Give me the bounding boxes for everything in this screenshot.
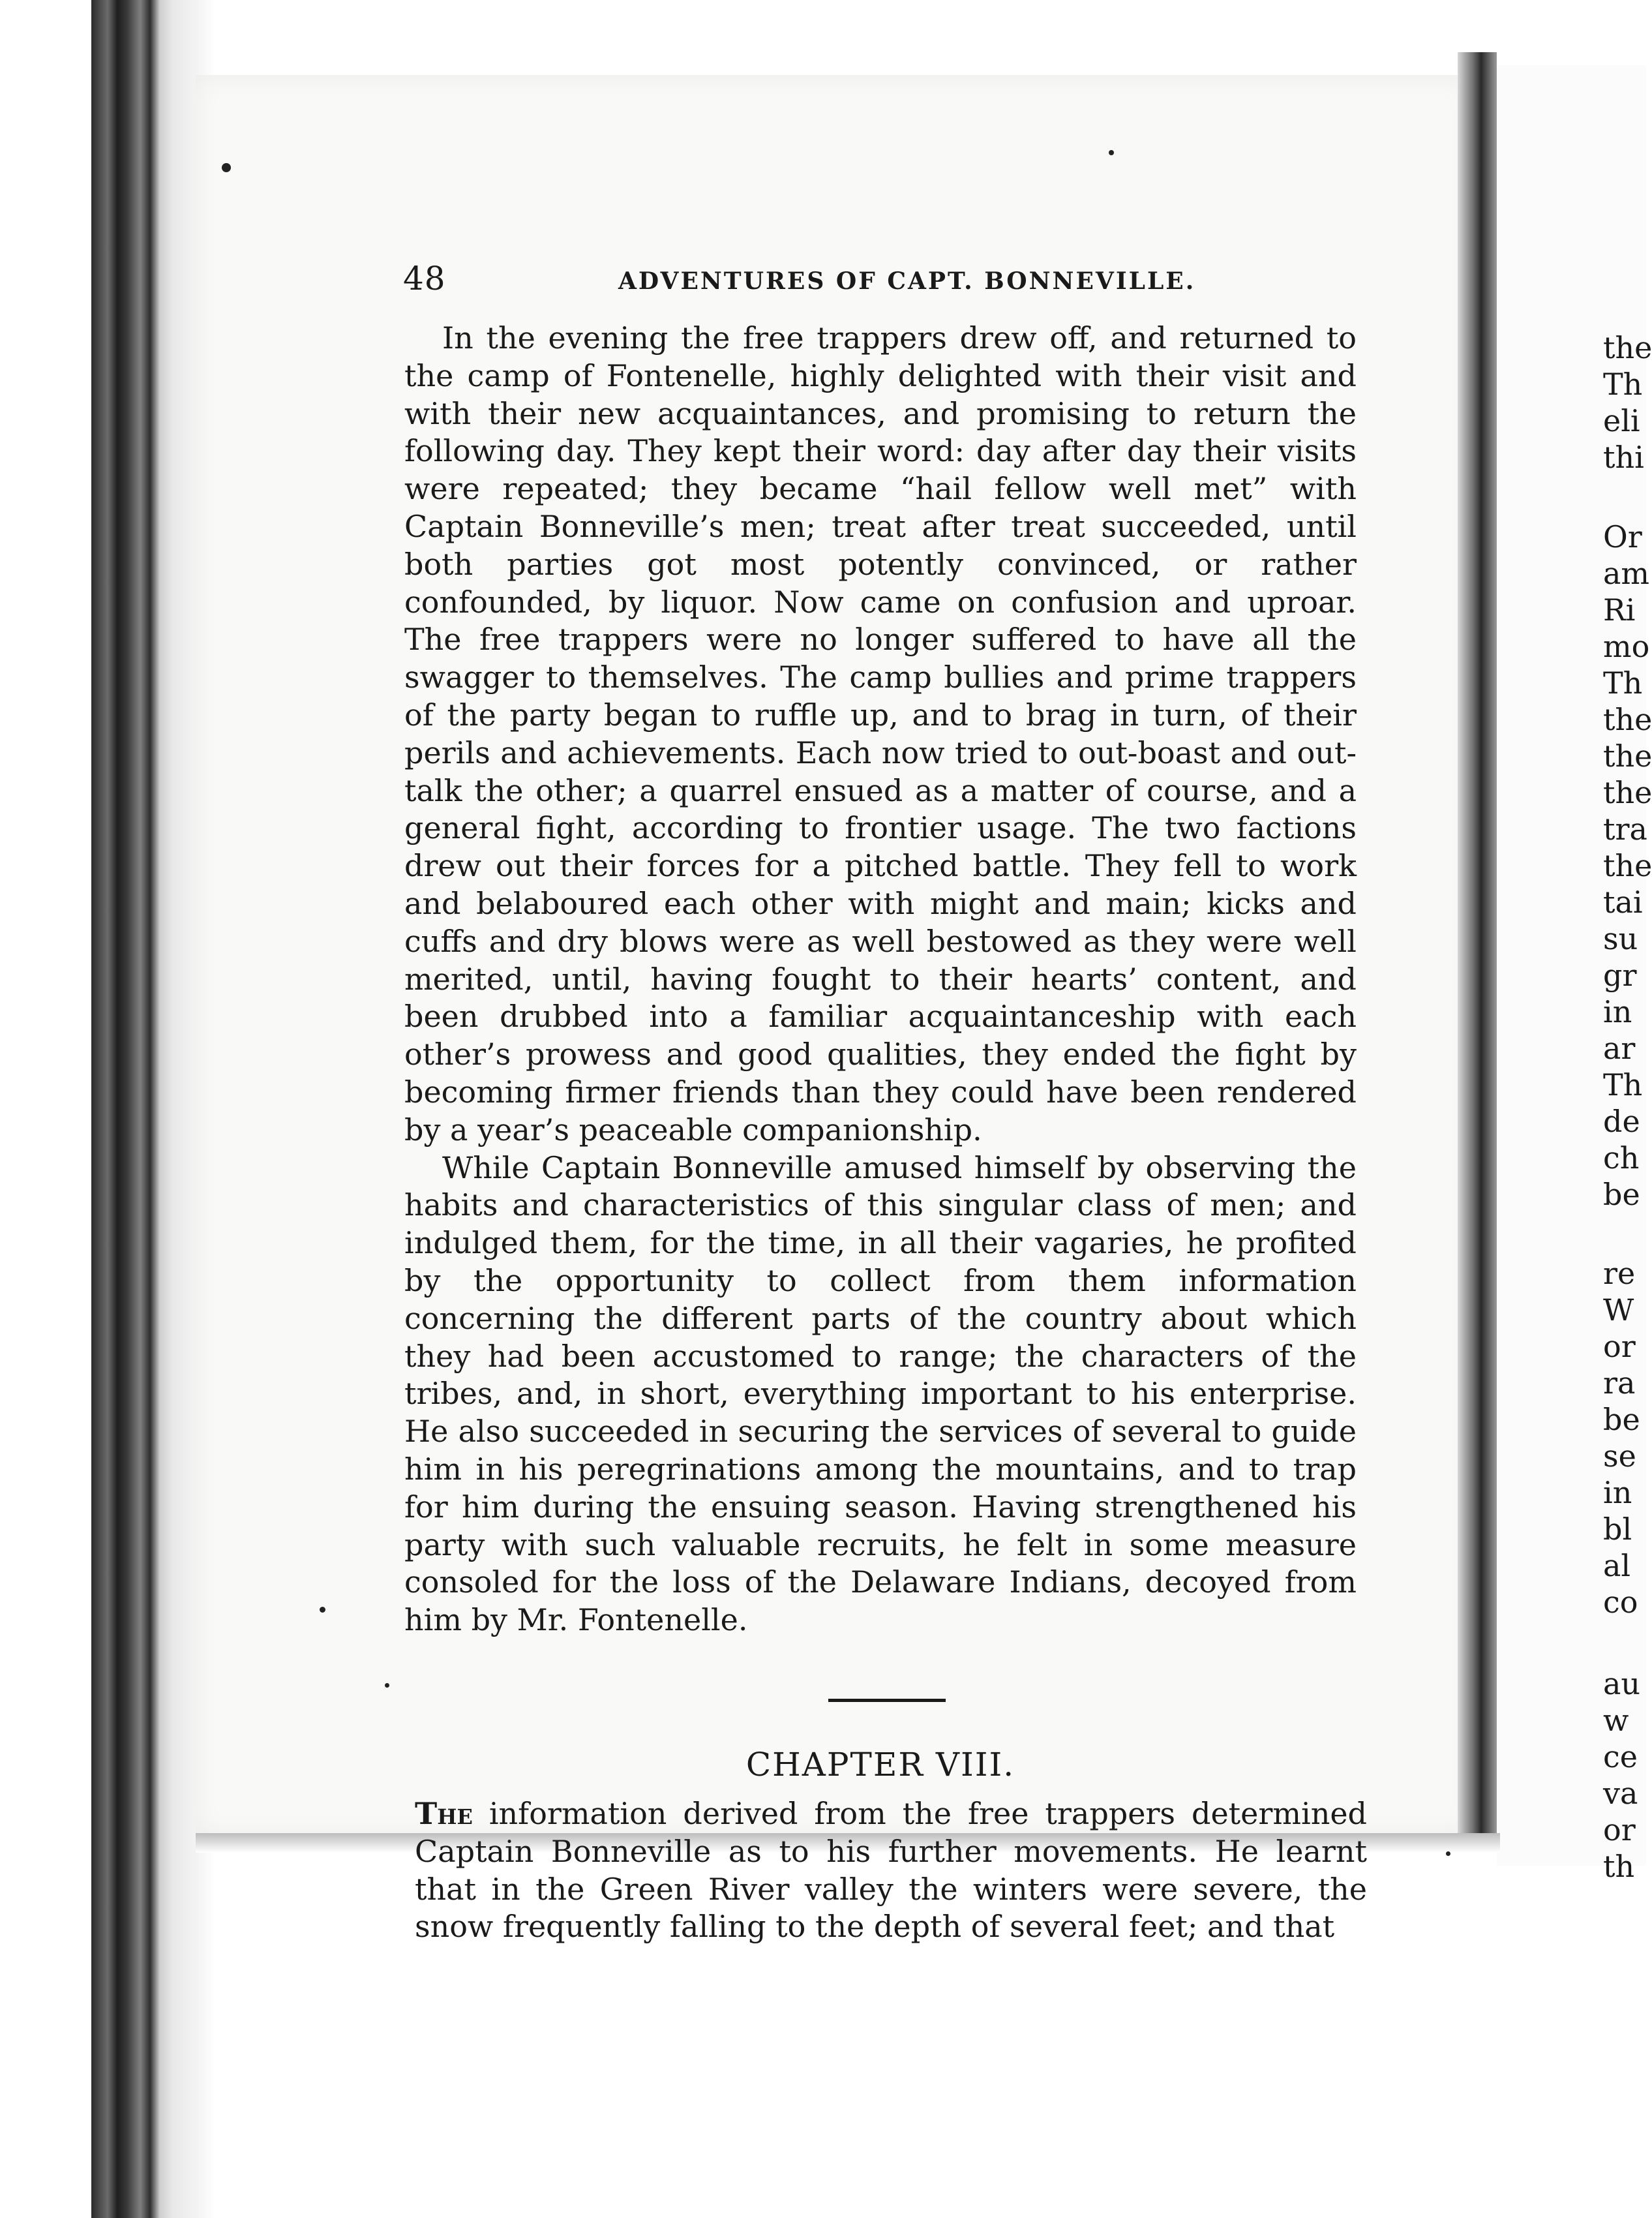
facing-page-fragment: or xyxy=(1603,1329,1636,1364)
facing-page-fragment: w xyxy=(1603,1703,1629,1738)
facing-page-fragment: W xyxy=(1603,1292,1634,1328)
facing-page-fragment: Th xyxy=(1603,1067,1643,1102)
chapter-opening xyxy=(415,1795,1367,1946)
running-head: ADVENTURES OF CAPT. BONNEVILLE. xyxy=(618,267,1196,295)
page-gutter-edge xyxy=(1458,52,1497,1853)
ink-speck xyxy=(385,1683,389,1688)
facing-page-fragment: the xyxy=(1603,330,1652,365)
facing-page-fragment: mo xyxy=(1603,629,1650,664)
paragraph: While Captain Bonneville amused himself by observing the habits and characteristics of this singular class of men; and indulged them, for the time, in all their vagaries, he profited by the opportunity to collect from them information concerning the different parts of the country about which they had been accustomed to range; the characters of the tribes, and, in short, everything important to his enterprise. He also succeeded in securing the services of several to guide him in his peregrinations among the mountains, and to trap for him during the ensuing season. Having strengthened his party with such valuable recruits, he felt in some measure consoled for the loss of the Delaware Indians, decoyed from him by Mr. Fontenelle. xyxy=(404,1149,1357,1638)
facing-page-fragment: or xyxy=(1603,1812,1636,1847)
facing-page-fragment: the xyxy=(1603,848,1652,883)
facing-page-fragment: in xyxy=(1603,1475,1632,1510)
chapter-first-paragraph: information derived from the free trappers determined Captain Bonneville as to his further movements. He learnt that in the Green River valley the winters were severe, the snow frequently falling to the depth of several feet; and that xyxy=(415,1796,1367,1945)
facing-page-fragment: the xyxy=(1603,738,1652,774)
facing-page-fragment: ch xyxy=(1603,1140,1640,1176)
ink-speck xyxy=(320,1607,325,1613)
facing-page-fragment: ra xyxy=(1603,1365,1636,1401)
facing-page-fragment: the xyxy=(1603,775,1652,810)
facing-page-fragment: Th xyxy=(1603,665,1643,701)
facing-page-fragment: th xyxy=(1603,1849,1635,1884)
body-text xyxy=(404,320,1357,1639)
facing-page-fragment: Th xyxy=(1603,367,1643,402)
facing-page-fragment: eli xyxy=(1603,403,1640,438)
facing-page-fragment: in xyxy=(1603,994,1632,1029)
facing-page-fragment: ce xyxy=(1603,1739,1638,1774)
facing-page-fragment: co xyxy=(1603,1585,1638,1620)
chapter-title: CHAPTER VIII. xyxy=(745,1746,1015,1784)
facing-page-fragment: re xyxy=(1603,1256,1636,1291)
facing-page-fragment: au xyxy=(1603,1666,1641,1701)
facing-page-fragment: se xyxy=(1603,1438,1636,1474)
facing-page-fragment: Ri xyxy=(1603,592,1636,628)
paragraph xyxy=(415,1795,1367,1946)
ink-speck xyxy=(1109,150,1114,155)
facing-page-fragment: be xyxy=(1603,1402,1640,1437)
facing-page-fragment: be xyxy=(1603,1177,1640,1212)
page-header xyxy=(403,260,1362,305)
facing-page-fragment: am xyxy=(1603,556,1650,591)
ink-speck xyxy=(222,163,231,172)
paragraph: In the evening the free trappers drew off, and returned to the camp of Fontenelle, highly delighted with their visit and with their new acquaintances, and promising to return the following day. They kept their word: day after day their visits were repeated; they became “hail fellow well met” with Captain Bonneville’s men; treat after treat succeeded, until both parties got most potently convinced, or rather confounded, by liquor. Now came on confusion and uproar. The free trappers were no longer suffered to have all the swagger to themselves. The camp bullies and prime trappers of the party began to ruffle up, and to brag in turn, of their perils and achievements. Each now tried to out-boast and out-talk the other; a quarrel ensued as a matter of course, and a general fight, according to frontier usage. The two factions drew out their forces for a pitched battle. They fell to work and belaboured each other with might and main; kicks and cuffs and dry blows were as well bestowed as they were well merited, until, having fought to their hearts’ content, and been drubbed into a familiar acquaintanceship with each other’s prowess and good qualities, they ended the fight by becoming firmer friends than they could have been rendered by a year’s peaceable companionship. xyxy=(404,320,1357,1147)
facing-page-fragment: va xyxy=(1603,1776,1638,1811)
facing-page-fragment: al xyxy=(1603,1548,1631,1583)
facing-page-fragment: the xyxy=(1603,702,1652,737)
book-spine xyxy=(0,0,215,2218)
section-rule xyxy=(828,1699,946,1702)
chapter-first-word: The xyxy=(415,1796,473,1831)
page-number: 48 xyxy=(403,260,446,297)
facing-page-fragment: Or xyxy=(1603,519,1642,554)
facing-page-fragment: gr xyxy=(1603,958,1637,993)
facing-page-fragment: de xyxy=(1603,1104,1640,1139)
facing-page-fragment: bl xyxy=(1603,1512,1632,1547)
ink-speck xyxy=(1446,1851,1450,1856)
facing-page-fragment: tra xyxy=(1603,812,1647,847)
facing-page-fragment: tai xyxy=(1603,885,1643,920)
facing-page-fragment: su xyxy=(1603,921,1638,956)
facing-page-fragment: thi xyxy=(1603,440,1644,475)
facing-page-fragment: ar xyxy=(1603,1031,1636,1066)
